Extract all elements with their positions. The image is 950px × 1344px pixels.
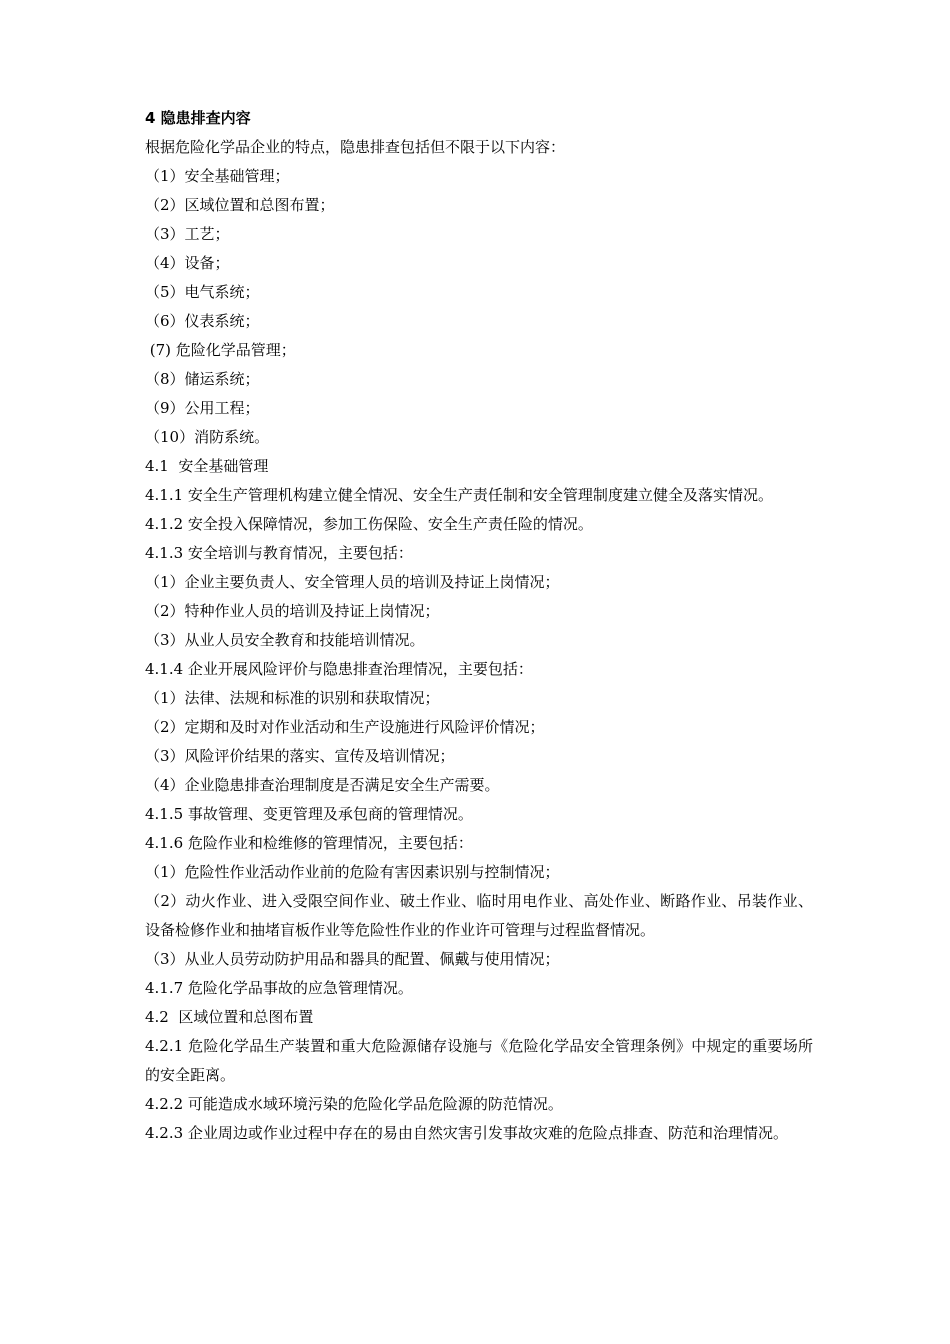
scope-item: （8）储运系统； [145, 370, 260, 388]
paragraph-4-2-3: 4.2.3 企业周边或作业过程中存在的易由自然灾害引发事故灾难的危险点排查、防范和治理情况。 [145, 1124, 788, 1142]
scope-item: （2）区域位置和总图布置； [145, 196, 335, 214]
paragraph-4-1-1: 4.1.1 安全生产管理机构建立健全情况、安全生产责任制和安全管理制度建立健全及落实情况。 [145, 486, 773, 504]
document-page [145, 104, 813, 1148]
paragraph-4-1-7: 4.1.7 危险化学品事故的应急管理情况。 [145, 979, 413, 997]
paragraph-4-1-3: 4.1.3 安全培训与教育情况，主要包括： [145, 544, 413, 562]
list-item: （3）从业人员安全教育和技能培训情况。 [145, 631, 425, 649]
list-item: （3）从业人员劳动防护用品和器具的配置、佩戴与使用情况； [145, 950, 560, 968]
list-item: （2）定期和及时对作业活动和生产设施进行风险评价情况； [145, 718, 545, 736]
scope-item: （9）公用工程； [145, 399, 260, 417]
paragraph-4-1-6: 4.1.6 危险作业和检维修的管理情况，主要包括： [145, 834, 473, 852]
list-item: （1）法律、法规和标准的识别和获取情况； [145, 689, 440, 707]
scope-item: （4）设备； [145, 254, 230, 272]
list-item: （1）企业主要负责人、安全管理人员的培训及持证上岗情况； [145, 573, 560, 591]
intro-paragraph: 根据危险化学品企业的特点，隐患排查包括但不限于以下内容： [145, 138, 566, 156]
paragraph-4-1-4: 4.1.4 企业开展风险评价与隐患排查治理情况，主要包括： [145, 660, 533, 678]
list-item: （2）动火作业、进入受限空间作业、破土作业、临时用电作业、高处作业、断路作业、吊装作业、设备检修作业和抽堵盲板作业等危险性作业的作业许可管理与过程监督情况。 [145, 892, 813, 939]
scope-item: （3）工艺； [145, 225, 230, 243]
list-item: （2）特种作业人员的培训及持证上岗情况； [145, 602, 440, 620]
scope-item: （5）电气系统； [145, 283, 260, 301]
subsection-title-4-2: 4.2 区域位置和总图布置 [145, 1008, 314, 1026]
paragraph-4-2-1: 4.2.1 危险化学品生产装置和重大危险源储存设施与《危险化学品安全管理条例》中规定的重要场所的安全距离。 [145, 1037, 813, 1084]
section-heading: 4 隐患排查内容 [145, 109, 251, 127]
scope-item: (7) 危险化学品管理； [145, 341, 296, 359]
list-item: （4）企业隐患排查治理制度是否满足安全生产需要。 [145, 776, 500, 794]
scope-item: （1）安全基础管理； [145, 167, 290, 185]
subsection-title-4-1: 4.1 安全基础管理 [145, 457, 269, 475]
scope-item: （10）消防系统。 [145, 428, 270, 446]
list-item: （3）风险评价结果的落实、宣传及培训情况； [145, 747, 455, 765]
paragraph-4-1-2: 4.1.2 安全投入保障情况，参加工伤保险、安全生产责任险的情况。 [145, 515, 593, 533]
scope-item: （6）仪表系统； [145, 312, 260, 330]
list-item: （1）危险性作业活动作业前的危险有害因素识别与控制情况； [145, 863, 560, 881]
paragraph-4-1-5: 4.1.5 事故管理、变更管理及承包商的管理情况。 [145, 805, 473, 823]
paragraph-4-2-2: 4.2.2 可能造成水域环境污染的危险化学品危险源的防范情况。 [145, 1095, 563, 1113]
